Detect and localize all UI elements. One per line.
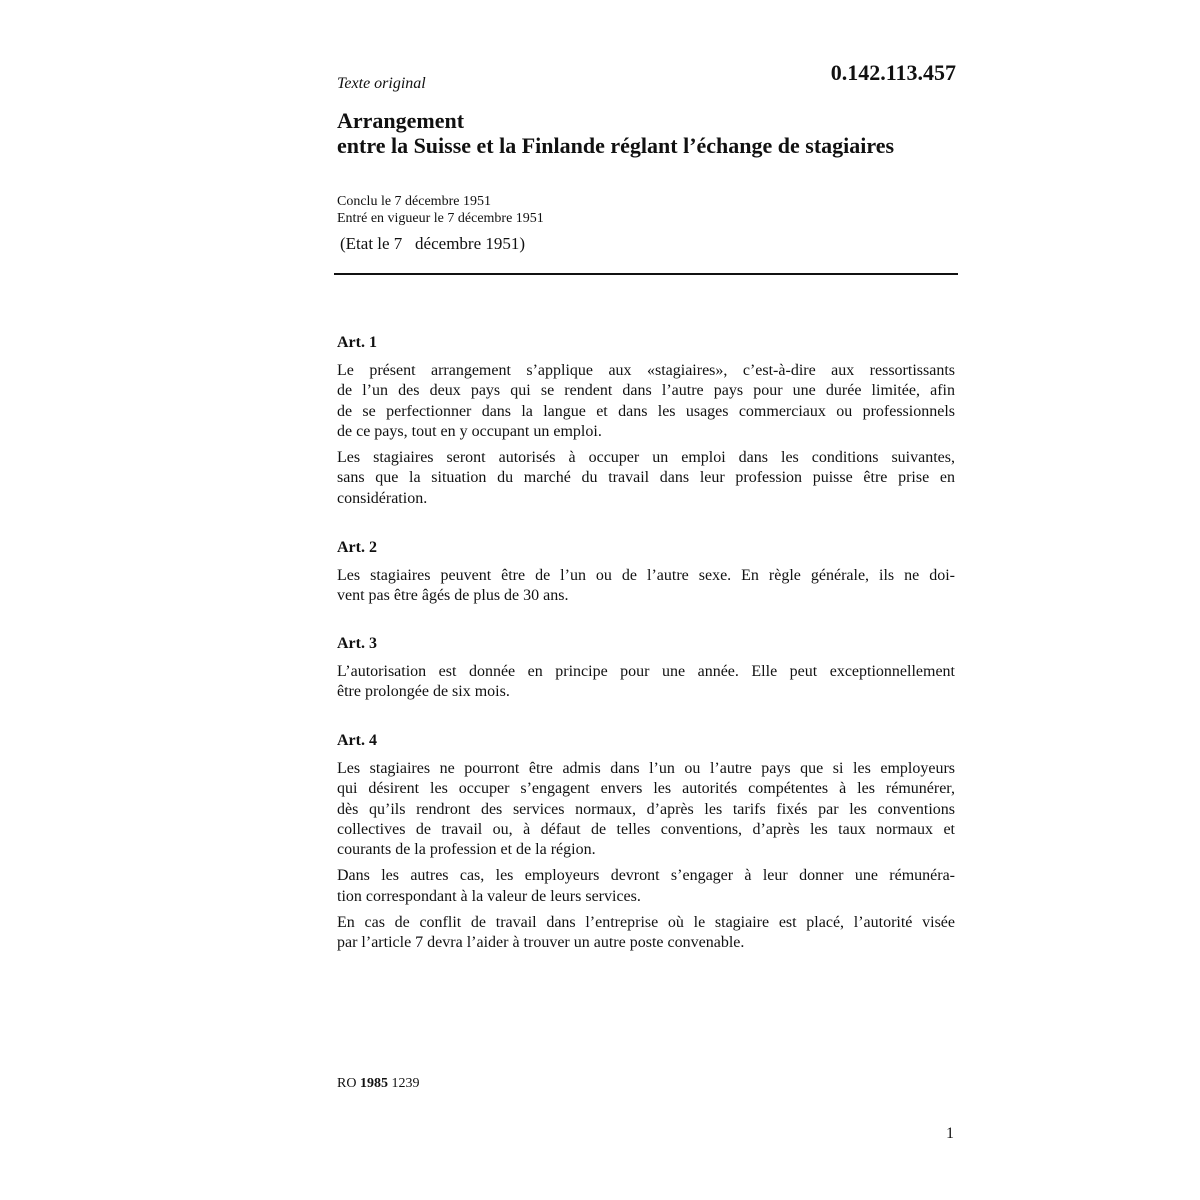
text-line: Les stagiaires ne pourront être admis dans l’un ou l’autre pays que si les employeurs	[337, 760, 955, 777]
concluded-date: Conclu le 7 décembre 1951	[337, 194, 491, 209]
text-line: Les stagiaires peuvent être de l’un ou de l’autre sexe. En règle générale, ils ne doi-	[337, 567, 955, 584]
text-line: de l’un des deux pays qui se rendent dans l’autre pays pour une durée limitée, afin	[337, 382, 955, 400]
reference-number: 0.142.113.457	[830, 60, 956, 85]
text-line: dès qu’ils rendront des services normaux, d’après les tarifs fixés par les conventions	[337, 800, 955, 818]
article-paragraph	[337, 361, 955, 442]
text-line: vent pas être âgés de plus de 30 ans.	[337, 587, 569, 605]
article-paragraph	[337, 866, 955, 907]
article-paragraph	[337, 913, 955, 954]
entry-into-force-date: Entré en vigueur le 7 décembre 1951	[337, 211, 544, 226]
text-line: sans que la situation du marché du travail dans leur profession puisse être prise en	[337, 469, 955, 487]
text-line: qui désirent les occuper s’engagent envers les autorités compétentes à les rémunérer,	[337, 780, 955, 798]
header-divider	[334, 273, 958, 275]
article-2	[337, 538, 955, 613]
page-number: 1	[946, 1125, 954, 1142]
ro-page: 1239	[391, 1076, 420, 1091]
article-heading: Art. 2	[337, 539, 377, 556]
article-paragraph	[337, 759, 955, 860]
article-1	[337, 333, 955, 515]
text-line: de se perfectionner dans la langue et dans les usages commerciaux ou professionnels	[337, 402, 955, 420]
document-title	[337, 108, 977, 158]
article-paragraph	[337, 662, 955, 703]
ro-year: 1985	[359, 1076, 388, 1091]
original-text-label: Texte original	[337, 75, 426, 92]
text-line: collectives de travail ou, à défaut de telles conventions, d’après les taux normaux et	[337, 820, 955, 838]
ro-prefix: RO	[337, 1076, 357, 1091]
text-line: Dans les autres cas, les employeurs devront s’engager à leur donner une rémunéra-	[337, 867, 955, 885]
text-line: considération.	[337, 489, 428, 507]
article-paragraph	[337, 566, 955, 607]
title-line-2: entre la Suisse et la Finlande réglant l’échange de stagiaires	[337, 133, 895, 158]
article-heading: Art. 3	[337, 635, 377, 652]
official-compilation-reference	[337, 1075, 419, 1093]
article-4	[337, 731, 955, 960]
article-heading: Art. 4	[337, 732, 377, 749]
article-heading: Art. 1	[337, 334, 377, 351]
status-date: (Etat le 7 décembre 1951)	[340, 234, 526, 253]
text-line: L’autorisation est donnée en principe pour une année. Elle peut exceptionnellement	[337, 663, 955, 680]
text-line: de ce pays, tout en y occupant un emploi.	[337, 422, 602, 440]
text-line: Le présent arrangement s’applique aux «stagiaires», c’est-à-dire aux ressortissants	[337, 362, 955, 379]
title-line-1: Arrangement	[337, 108, 465, 133]
text-line: tion correspondant à la valeur de leurs services.	[337, 887, 641, 905]
text-line: courants de la profession et de la région.	[337, 841, 596, 859]
article-3	[337, 634, 955, 709]
text-line: Les stagiaires seront autorisés à occuper un emploi dans les conditions suivantes,	[337, 449, 955, 467]
text-line: par l’article 7 devra l’aider à trouver un autre poste convenable.	[337, 934, 745, 952]
article-paragraph	[337, 448, 955, 509]
text-line: être prolongée de six mois.	[337, 683, 510, 701]
text-line: En cas de conflit de travail dans l’entreprise où le stagiaire est placé, l’autorité visée	[337, 914, 955, 932]
document-meta	[337, 193, 544, 227]
